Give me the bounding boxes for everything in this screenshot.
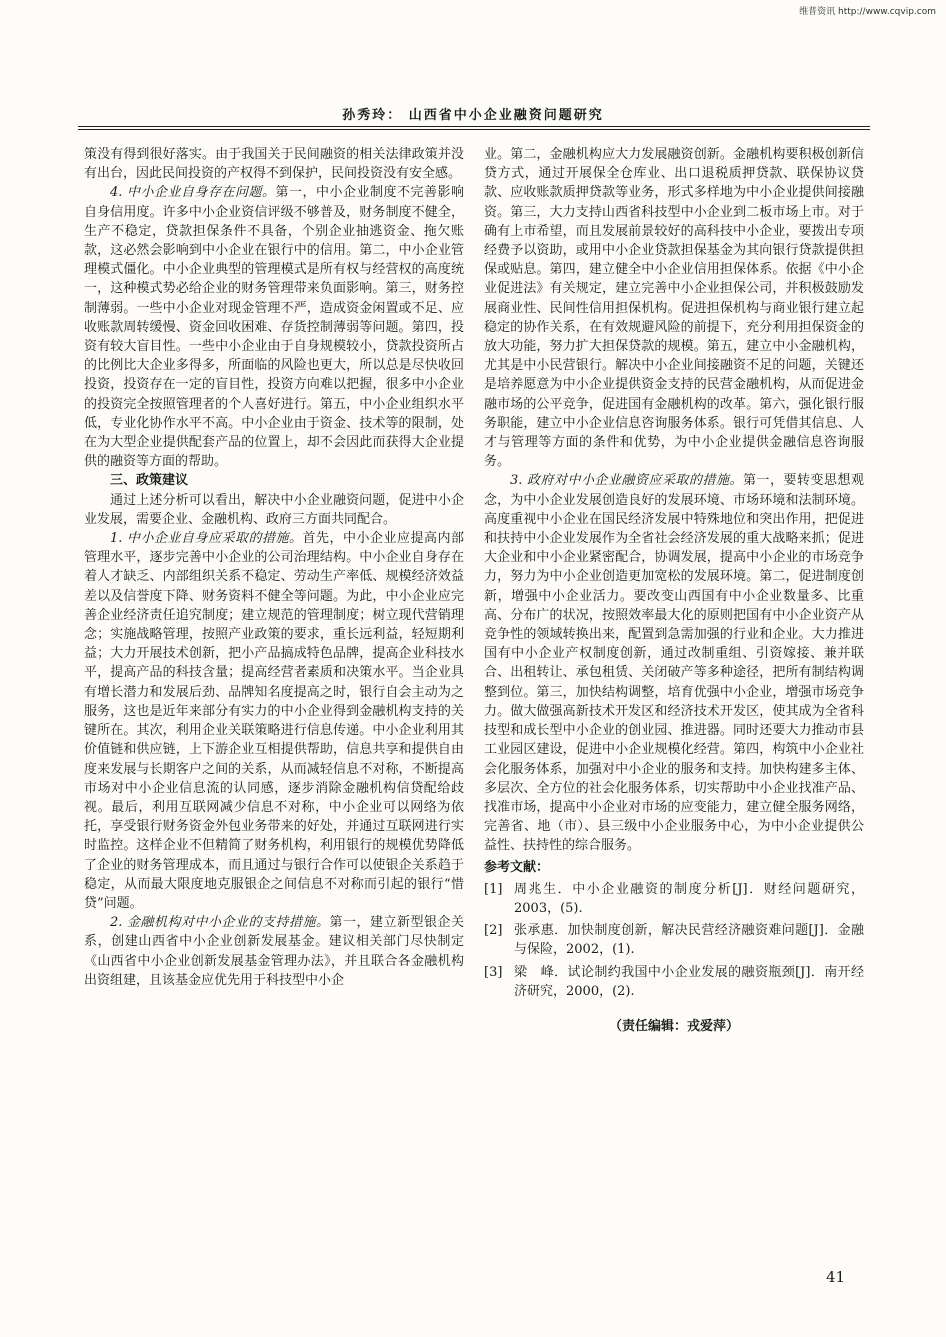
reference-number: [2] [484, 923, 503, 939]
subheading: 4. 中小企业自身存在问题。 [110, 185, 276, 201]
reference-item [484, 921, 864, 959]
header-rule [78, 126, 870, 127]
reference-text: 周兆生．中小企业融资的制度分析[J]．财经问题研究，2003，(5). [514, 881, 864, 916]
subheading: 2. 金融机构对中小企业的支持措施。 [110, 915, 330, 931]
paragraph [84, 529, 464, 913]
paragraph-body: 第一，要转变思想观念，为中小企业发展创造良好的发展环境、市场环境和法制环境。高度重视中小企业在国民经济发展中特殊地位和突出作用，把促进和扶持中小企业发展作为全省社会经济发展的重大战略来抓；促进大企业和中小企业紧密配合，协调发展，提高中小企业的市场竞争力，努力为中小企业创造更加宽松的发展环境。第二，促进制度创新，增强中小企业活力。要改变山西国有中小企业数量多、比重高、分布广的状况，按照效率最大化的原则把国有中小企业资产从竞争性的领域转换出来，配置到急需加强的行业和企业。大力推进国有中小企业产权制度创新，通过改制重组、引资嫁接、兼并联合、出租转让、承包租赁、关闭破产等多种途径，把所有制结构调整到位。第三，加快结构调整，培育优强中小企业，增强市场竞争力。做大做强高新技术开发区和经济技术开发区，使其成为全省科技型和成长型中小企业的创业园、推进器。同时还要大力推动市县工业园区建设，促进中小企业规模化经营。第四，构筑中小企业社会化服务体系，加强对中小企业的服务和支持。加快构建多主体、多层次、全方位的社会化服务体系，切实帮助中小企业找准产品、找准市场，提高中小企业对市场的应变能力，建立健全服务网络，完善省、地（市）、县三级中小企业服务中心，为中小企业提供公益性、扶持性的综合服务。 [484, 473, 864, 854]
section-heading: 三、政策建议 [110, 473, 189, 489]
paragraph: 通过上述分析可以看出，解决中小企业融资问题，促进中小企业发展，需要企业、金融机构、政府三方面共同配合。 [84, 492, 464, 527]
paragraph-body: 第一，建立新型银企关系，创建山西省中小企业创新发展基金。建议相关部门尽快制定《山西省中小企业创新发展基金管理办法》，并且联合各金融机构出资组建，且该基金应优先用于科技型中小企 [84, 915, 464, 988]
paragraph [484, 471, 864, 855]
left-column [84, 145, 464, 990]
right-column [484, 145, 864, 1036]
header-rule-double [78, 129, 870, 130]
reference-text: 梁 峰．试论制约我国中小企业发展的融资瓶颈[J]．南开经济研究，2000，(2). [514, 964, 864, 999]
running-header: 孙秀玲： 山西省中小企业融资问题研究 [342, 108, 604, 123]
references-heading: 参考文献： [484, 859, 550, 875]
reference-number: [3] [484, 964, 503, 980]
paragraph [84, 183, 464, 471]
editor-credit: （责任编辑：戎爱萍） [608, 1018, 739, 1034]
paragraph: 业。第二，金融机构应大力发展融资创新。金融机构要积极创新信贷方式，通过开展保全仓库业、出口退税质押贷款、联保协议贷款、应收账款质押贷款等业务，形式多样地为中小企业提供间接融资。第三，大力支持山西省科技型中小企业到二板市场上市。对于确有上市希望，而且发展前景较好的高科技中小企业，要拨出专项经费予以资助，或用中小企业贷款担保基金为其向银行贷款提供担保或贴息。第四，建立健全中小企业信用担保体系。依据《中小企业促进法》有关规定，建立完善中小企业担保公司，并积极鼓励发展商业性、民间性信用担保机构。促进担保机构与商业银行建立起稳定的协作关系，在有效规避风险的前提下，充分利用担保资金的放大功能，努力扩大担保贷款的规模。第五，建立中小金融机构，尤其是中小民营银行。解决中小企业间接融资不足的问题，关键还是培养愿意为中小企业提供资金支持的民营金融机构，从而促进金融市场的公平竞争，促进国有金融机构的改革。第六，强化银行服务职能，建立中小企业信息咨询服务体系。银行可凭借其信息、人才与管理等方面的条件和优势，为中小企业提供金融信息咨询服务。 [484, 147, 864, 470]
reference-item [484, 880, 864, 918]
paragraph [84, 913, 464, 990]
subheading: 1. 中小企业自身应采取的措施。 [110, 531, 303, 547]
subheading: 3. 政府对中小企业融资应采取的措施。 [510, 473, 743, 489]
reference-item [484, 963, 864, 1001]
paragraph-body: 首先，中小企业应提高内部管理水平，逐步完善中小企业的公司治理结构。中小企业自身存在着人才缺乏、内部组织关系不稳定、劳动生产率低、规模经济效益差以及信誉度下降、财务资料不健全等问题。为此，中小企业应完善企业经济责任追究制度；建立规范的管理制度；树立现代营销理念；实施战略管理，按照产业政策的要求，重长远利益，轻短期利益；大力开展技术创新，把小产品搞成特色品牌，提高企业科技水平，提高产品的科技含量；提高经营者素质和决策水平。当企业具有增长潜力和发展后劲、品牌知名度提高之时，银行自会主动为之服务，这也是近年来部分有实力的中小企业得到金融机构支持的关键所在。其次，利用企业关联策略进行信息传递。中小企业利用其价值链和供应链，上下游企业互相提供帮助，信息共享和提供自由度来发展与长期客户之间的关系，从而减轻信息不对称，不断提高市场对中小企业信息流的认同感，逐步消除金融机构信贷配给歧视。最后，利用互联网减少信息不对称，中小企业可以网络为依托，享受银行财务资金外包业务带来的好处，并通过互联网进行实时监控。这样企业不但精简了财务机构，利用银行的规模优势降低了企业的财务管理成本，而且通过与银行合作可以使银企关系趋于稳定，从而最大限度地克服银企之间信息不对称而引起的银行“惜贷”问题。 [84, 531, 464, 911]
reference-number: [1] [484, 881, 503, 897]
page-number: 41 [826, 1268, 846, 1286]
paragraph-body: 第一，中小企业制度不完善影响自身信用度。许多中小企业资信评级不够普及，财务制度不健全，生产不稳定，贷款担保条件不具备，个别企业抽逃资金、拖欠账款，这必然会影响到中小企业在银行中的信用。第二，中小企业管理模式僵化。中小企业典型的管理模式是所有权与经营权的高度统一，这种模式势必给企业的财务管理带来负面影响。第三，财务控制薄弱。一些中小企业对现金管理不严，造成资金闲置或不足、应收账款周转缓慢、资金回收困难、存货控制薄弱等问题。第四，投资有较大盲目性。一些中小企业由于自身规模较小，贷款投资所占的比例比大企业多得多，所面临的风险也更大，所以总是尽快收回投资，投资存在一定的盲目性，投资方向难以把握，很多中小企业的投资完全按照管理者的个人喜好进行。第五，中小企业组织水平低，专业化协作水平不高。中小企业由于资金、技术等的限制，处在为大型企业提供配套产品的位置上，却不会因此而获得大企业提供的融资等方面的帮助。 [84, 185, 464, 470]
reference-list [484, 880, 864, 1001]
watermark: 维普资讯 http://www.cqvip.com [799, 7, 936, 17]
reference-text: 张承惠．加快制度创新，解决民营经济融资难问题[J]．金融与保险，2002，(1). [514, 923, 864, 958]
paragraph: 策没有得到很好落实。由于我国关于民间融资的相关法律政策并没有出台，因此民间投资的产权得不到保护，民间投资没有安全感。 [84, 147, 464, 182]
